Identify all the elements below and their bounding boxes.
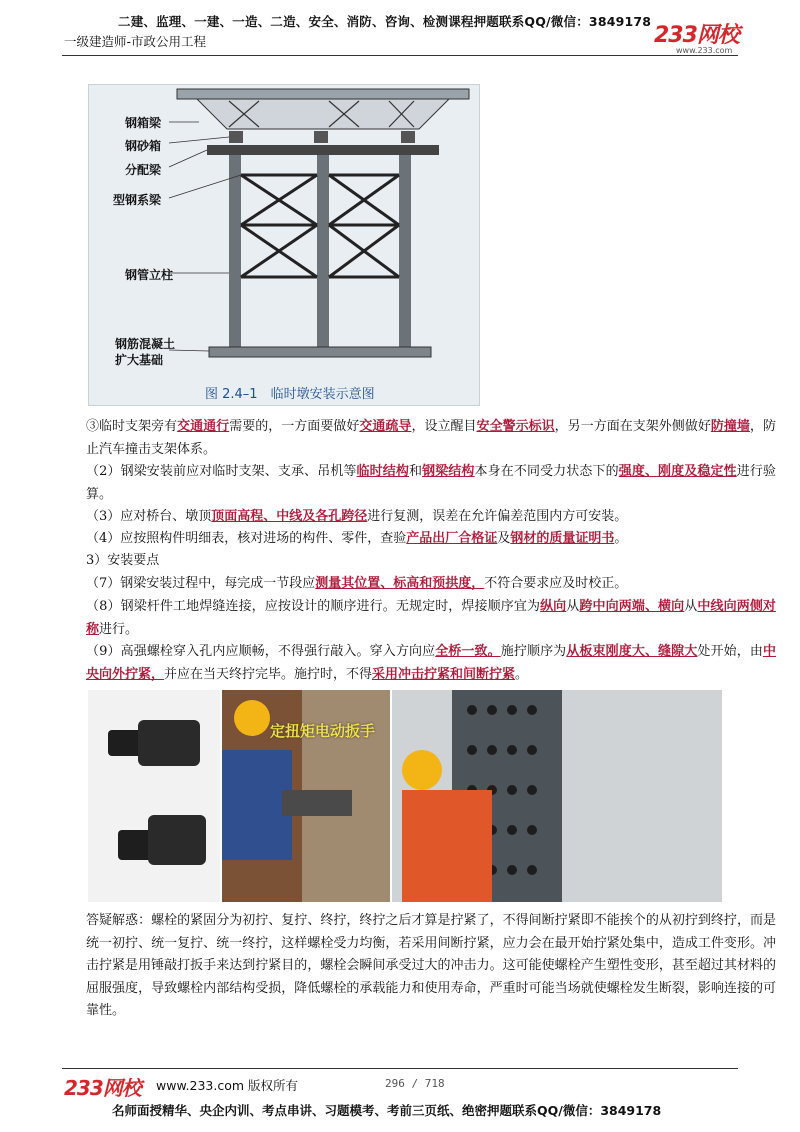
paragraph-measurement xyxy=(60,573,776,596)
text: 并应在当天终拧完毕。施拧时，不得 xyxy=(164,666,373,682)
footer-logo xyxy=(64,1072,141,1101)
label-steel-pipe-column: 钢管立柱 xyxy=(125,268,174,282)
bolt-plate-photo xyxy=(392,690,722,902)
torque-wrench-label: 定扭矩电动扳手 xyxy=(270,722,376,740)
text: （3）应对桥台、墩顶 xyxy=(86,509,212,524)
text: 及 xyxy=(497,531,511,546)
text: （7）钢梁安装过程中，每完成一节段应 xyxy=(86,576,316,591)
header-logo xyxy=(654,18,739,55)
section-heading: 3）安装要点 xyxy=(86,553,160,568)
key-phrase: 中央向外拧紧， xyxy=(86,644,776,682)
header-promo: 二建、监理、一建、一造、二造、安全、消防、咨询、检测课程押题联系QQ/微信：3849178 xyxy=(118,14,652,29)
figure-caption: 图 2.4–1 临时墩安装示意图 xyxy=(205,387,375,402)
key-phrase: 防撞墙 xyxy=(710,419,750,434)
bolts-photo xyxy=(88,690,220,902)
key-phrase: 顶面高程、中线及各孔跨径 xyxy=(211,509,368,524)
paragraph-bolts xyxy=(60,641,776,686)
text: （9）高强螺栓穿入孔内应顺畅，不得强行敲入。穿入方向应 xyxy=(86,644,436,659)
key-phrase: 测量其位置、标高和预拱度， xyxy=(315,576,485,591)
text: 进行复测，误差在允许偏差范围内方可安装。 xyxy=(367,509,628,524)
key-phrase: 从板束刚度大、缝隙大 xyxy=(566,644,698,659)
bolt-photos xyxy=(88,690,722,902)
label-steel-box-girder: 钢箱梁 xyxy=(125,116,162,130)
footer-logo-text: 233网校 xyxy=(64,1076,141,1100)
key-phrase: 交通疏导 xyxy=(359,419,412,434)
text: 处开始，由 xyxy=(697,644,763,659)
label-steel-sand-box: 钢砂箱 xyxy=(125,139,162,153)
key-phrase: 钢材的质量证明书 xyxy=(510,531,615,546)
paragraph-survey xyxy=(60,506,776,529)
header-subject: 一级建造师-市政公用工程 xyxy=(64,34,207,49)
text: 从 xyxy=(566,599,580,614)
key-phrase: 全桥一致。 xyxy=(435,644,501,659)
text: 进行。 xyxy=(99,621,139,637)
page-header xyxy=(0,0,800,60)
label-steel-tie-beam: 型钢系梁 xyxy=(113,193,162,207)
answer-explanation: 答疑解惑：螺栓的紧固分为初拧、复拧、终拧，终拧之后才算是拧紧了，不得间断拧紧即不能挨个的从初拧到终拧，而是统一初拧、统一复拧、统一终拧，这样螺栓受力均衡，若采用间断拧紧，应力会在最开始拧紧处集中，造成工件变形。冲击拧紧是用锤敲打扳手来达到拧紧目的，螺栓会瞬间承受过大的冲击力。这可能使螺栓产生塑性变形，甚至超过其材料的屈服强度，导致螺栓内部结构受损，降低螺栓的承载能力和使用寿命，严重时可能当场就使螺栓发生断裂，影响连接的可靠性。 xyxy=(86,913,776,1018)
footer-site: www.233.com 版权所有 xyxy=(156,1078,298,1093)
header-logo-text: 233网校 xyxy=(654,23,739,48)
text: 。 xyxy=(515,666,529,682)
header-logo-url: www.233.com xyxy=(676,46,733,55)
text: 。 xyxy=(614,531,628,546)
text: ，设立醒目 xyxy=(411,419,477,434)
text: 本身在不同受力状态下的 xyxy=(474,464,619,479)
paragraph-certificates xyxy=(60,528,776,551)
key-phrase: 临时结构 xyxy=(356,464,409,479)
label-distribution-beam: 分配梁 xyxy=(125,163,162,177)
worker-wrench-photo xyxy=(222,690,390,902)
label-rc: 钢筋混凝土 xyxy=(115,337,176,351)
text: ，防止汽车撞击支架体系。 xyxy=(86,419,776,457)
paragraph-verification xyxy=(60,461,776,506)
paragraph-welding xyxy=(60,596,776,641)
key-phrase: 安全警示标识 xyxy=(476,419,555,434)
text: （4）应按照构件明细表，核对进场的构件、零件，查验 xyxy=(86,531,407,546)
key-phrase: 跨中向两端、横向 xyxy=(579,599,685,614)
plate-illustration xyxy=(392,690,722,902)
text: ，另一方面在支架外侧做好 xyxy=(554,419,711,434)
text: 需要的，一方面要做好 xyxy=(229,419,360,434)
key-phrase: 纵向 xyxy=(540,599,567,614)
key-phrase: 交通通行 xyxy=(177,419,230,434)
key-phrase: 强度、刚度及稳定性 xyxy=(618,464,737,479)
temporary-pier-figure xyxy=(88,84,480,406)
key-phrase: 采用冲击拧紧和间断拧紧 xyxy=(372,666,516,682)
text: （8）钢梁杆件工地焊缝连接，应按设计的顺序进行。无规定时，焊接顺序宜为 xyxy=(86,599,541,614)
key-phrase: 钢梁结构 xyxy=(422,464,475,479)
footer-promo: 名师面授精华、央企内训、考点串讲、习题模考、考前三页纸、绝密押题联系QQ/微信：3849178 xyxy=(112,1103,662,1118)
page-number: 296 / 718 xyxy=(385,1077,445,1090)
label-spread-foundation: 扩大基础 xyxy=(115,353,164,367)
bolt-illustration xyxy=(88,690,220,902)
paragraph-traffic xyxy=(60,416,776,461)
text: 从 xyxy=(684,599,698,614)
header-rule xyxy=(62,55,738,56)
footer-rule xyxy=(62,1068,738,1069)
text: （2）钢梁安装前应对临时支架、支承、吊机等 xyxy=(86,464,357,479)
text: ③临时支架旁有 xyxy=(86,419,178,434)
text: 进行验算。 xyxy=(86,464,776,502)
key-phrase: 中线向两侧对称 xyxy=(86,599,776,637)
text: 施拧顺序为 xyxy=(500,644,567,659)
text: 和 xyxy=(408,464,423,479)
text: 不符合要求应及时校正。 xyxy=(484,576,628,591)
key-phrase: 产品出厂合格证 xyxy=(406,531,498,546)
